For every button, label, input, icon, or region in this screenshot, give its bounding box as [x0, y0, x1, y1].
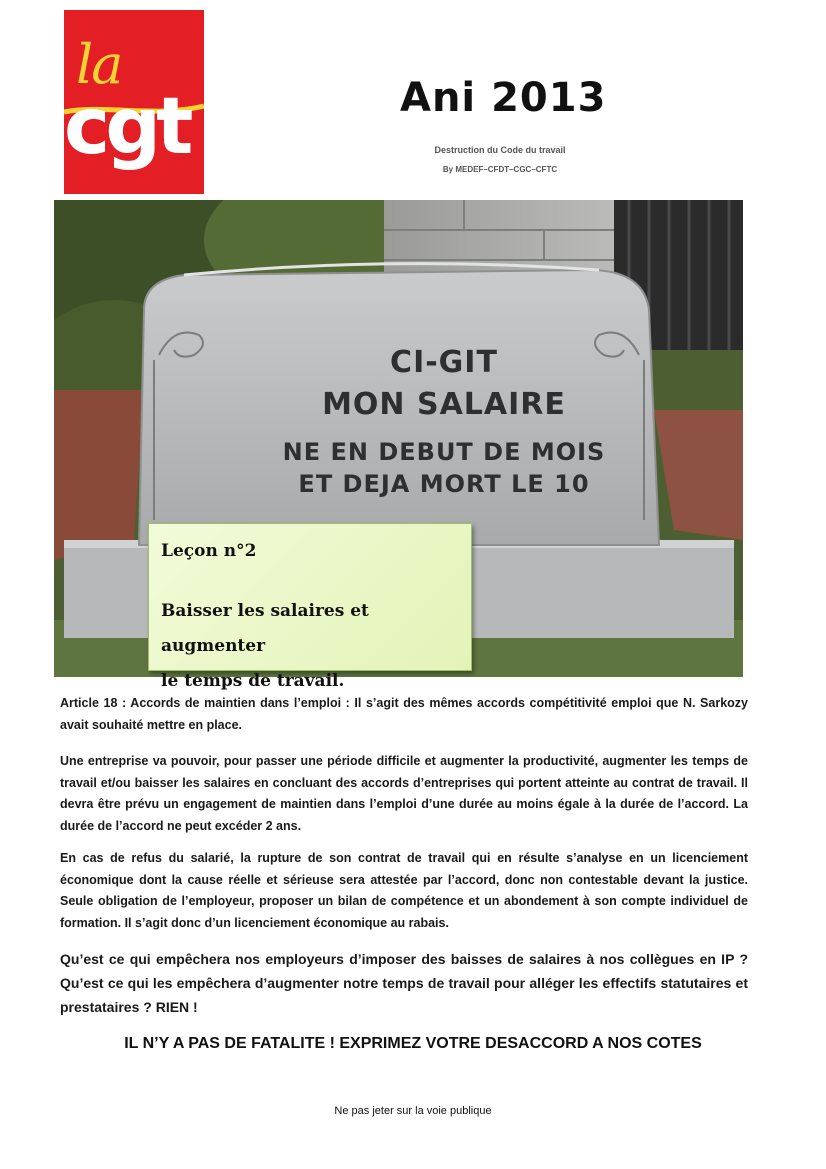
stone-line-3: NE EN DEBUT DE MOIS [282, 438, 606, 466]
lesson-line-2: le temps de travail. [161, 671, 345, 691]
page-title: Ani 2013 [400, 75, 607, 121]
stone-line-4: ET DEJA MORT LE 10 [298, 470, 590, 498]
refusal-paragraph: En cas de refus du salarié, la rupture de son contrat de travail qui en résulte s’analyse en un licenciement économique dont la cause réelle et sérieuse sera attestée par l’accord, donc non contestable devant la justice. Seule obligation de l’employeur, proposer un bilan de compétence et un abondement à son compte individuel de formation. Il s’agit donc d’un licenciement économique au rabais. [60, 851, 748, 930]
lesson-box [148, 523, 472, 691]
page-byline: By MEDEF–CFDT–CGC–CFTC [442, 165, 558, 174]
cgt-logo [64, 10, 204, 194]
explanation-paragraph: Une entreprise va pouvoir, pour passer une période difficile et augmenter la productivité, augmenter les temps de travail et/ou baisser les salaires en concluant des accords d’entreprises qui portent atteinte au contrat de travail. Il devra être prévu un engagement de maintien dans l’emploi d’une durée au moins égale à la durée de l’accord. La durée de l’accord ne peut excéder 2 ans. [60, 754, 748, 833]
footer-note: Ne pas jeter sur la voie publique [334, 1105, 492, 1117]
question-paragraph: Qu’est ce qui empêchera nos employeurs d’imposer des baisses de salaires à nos collègues en IP ? Qu’est ce qui les empêchera d’augmenter notre temps de travail pour alléger les effectifs statutaires et prestataires ? RIEN ! [60, 951, 748, 1015]
page-subtitle: Destruction du Code du travail [434, 145, 566, 155]
stone-line-2: MON SALAIRE [322, 387, 566, 422]
logo-la-text: la [76, 33, 122, 96]
lesson-statement [161, 594, 461, 699]
article-intro-paragraph: Article 18 : Accords de maintien dans l’emploi : Il s’agit des mêmes accords compétitivité emploi que N. Sarkozy avait souhaité mettre en place. [60, 696, 748, 732]
lesson-line-1: Baisser les salaires et augmenter [161, 601, 369, 656]
lesson-number: Leçon n°2 [161, 541, 257, 561]
stone-line-1: CI-GIT [390, 345, 498, 380]
logo-cgt-text: cgt [64, 82, 189, 172]
closing-slogan: IL N’Y A PAS DE FATALITE ! EXPRIMEZ VOTRE DESACCORD A NOS COTES [124, 1035, 702, 1052]
